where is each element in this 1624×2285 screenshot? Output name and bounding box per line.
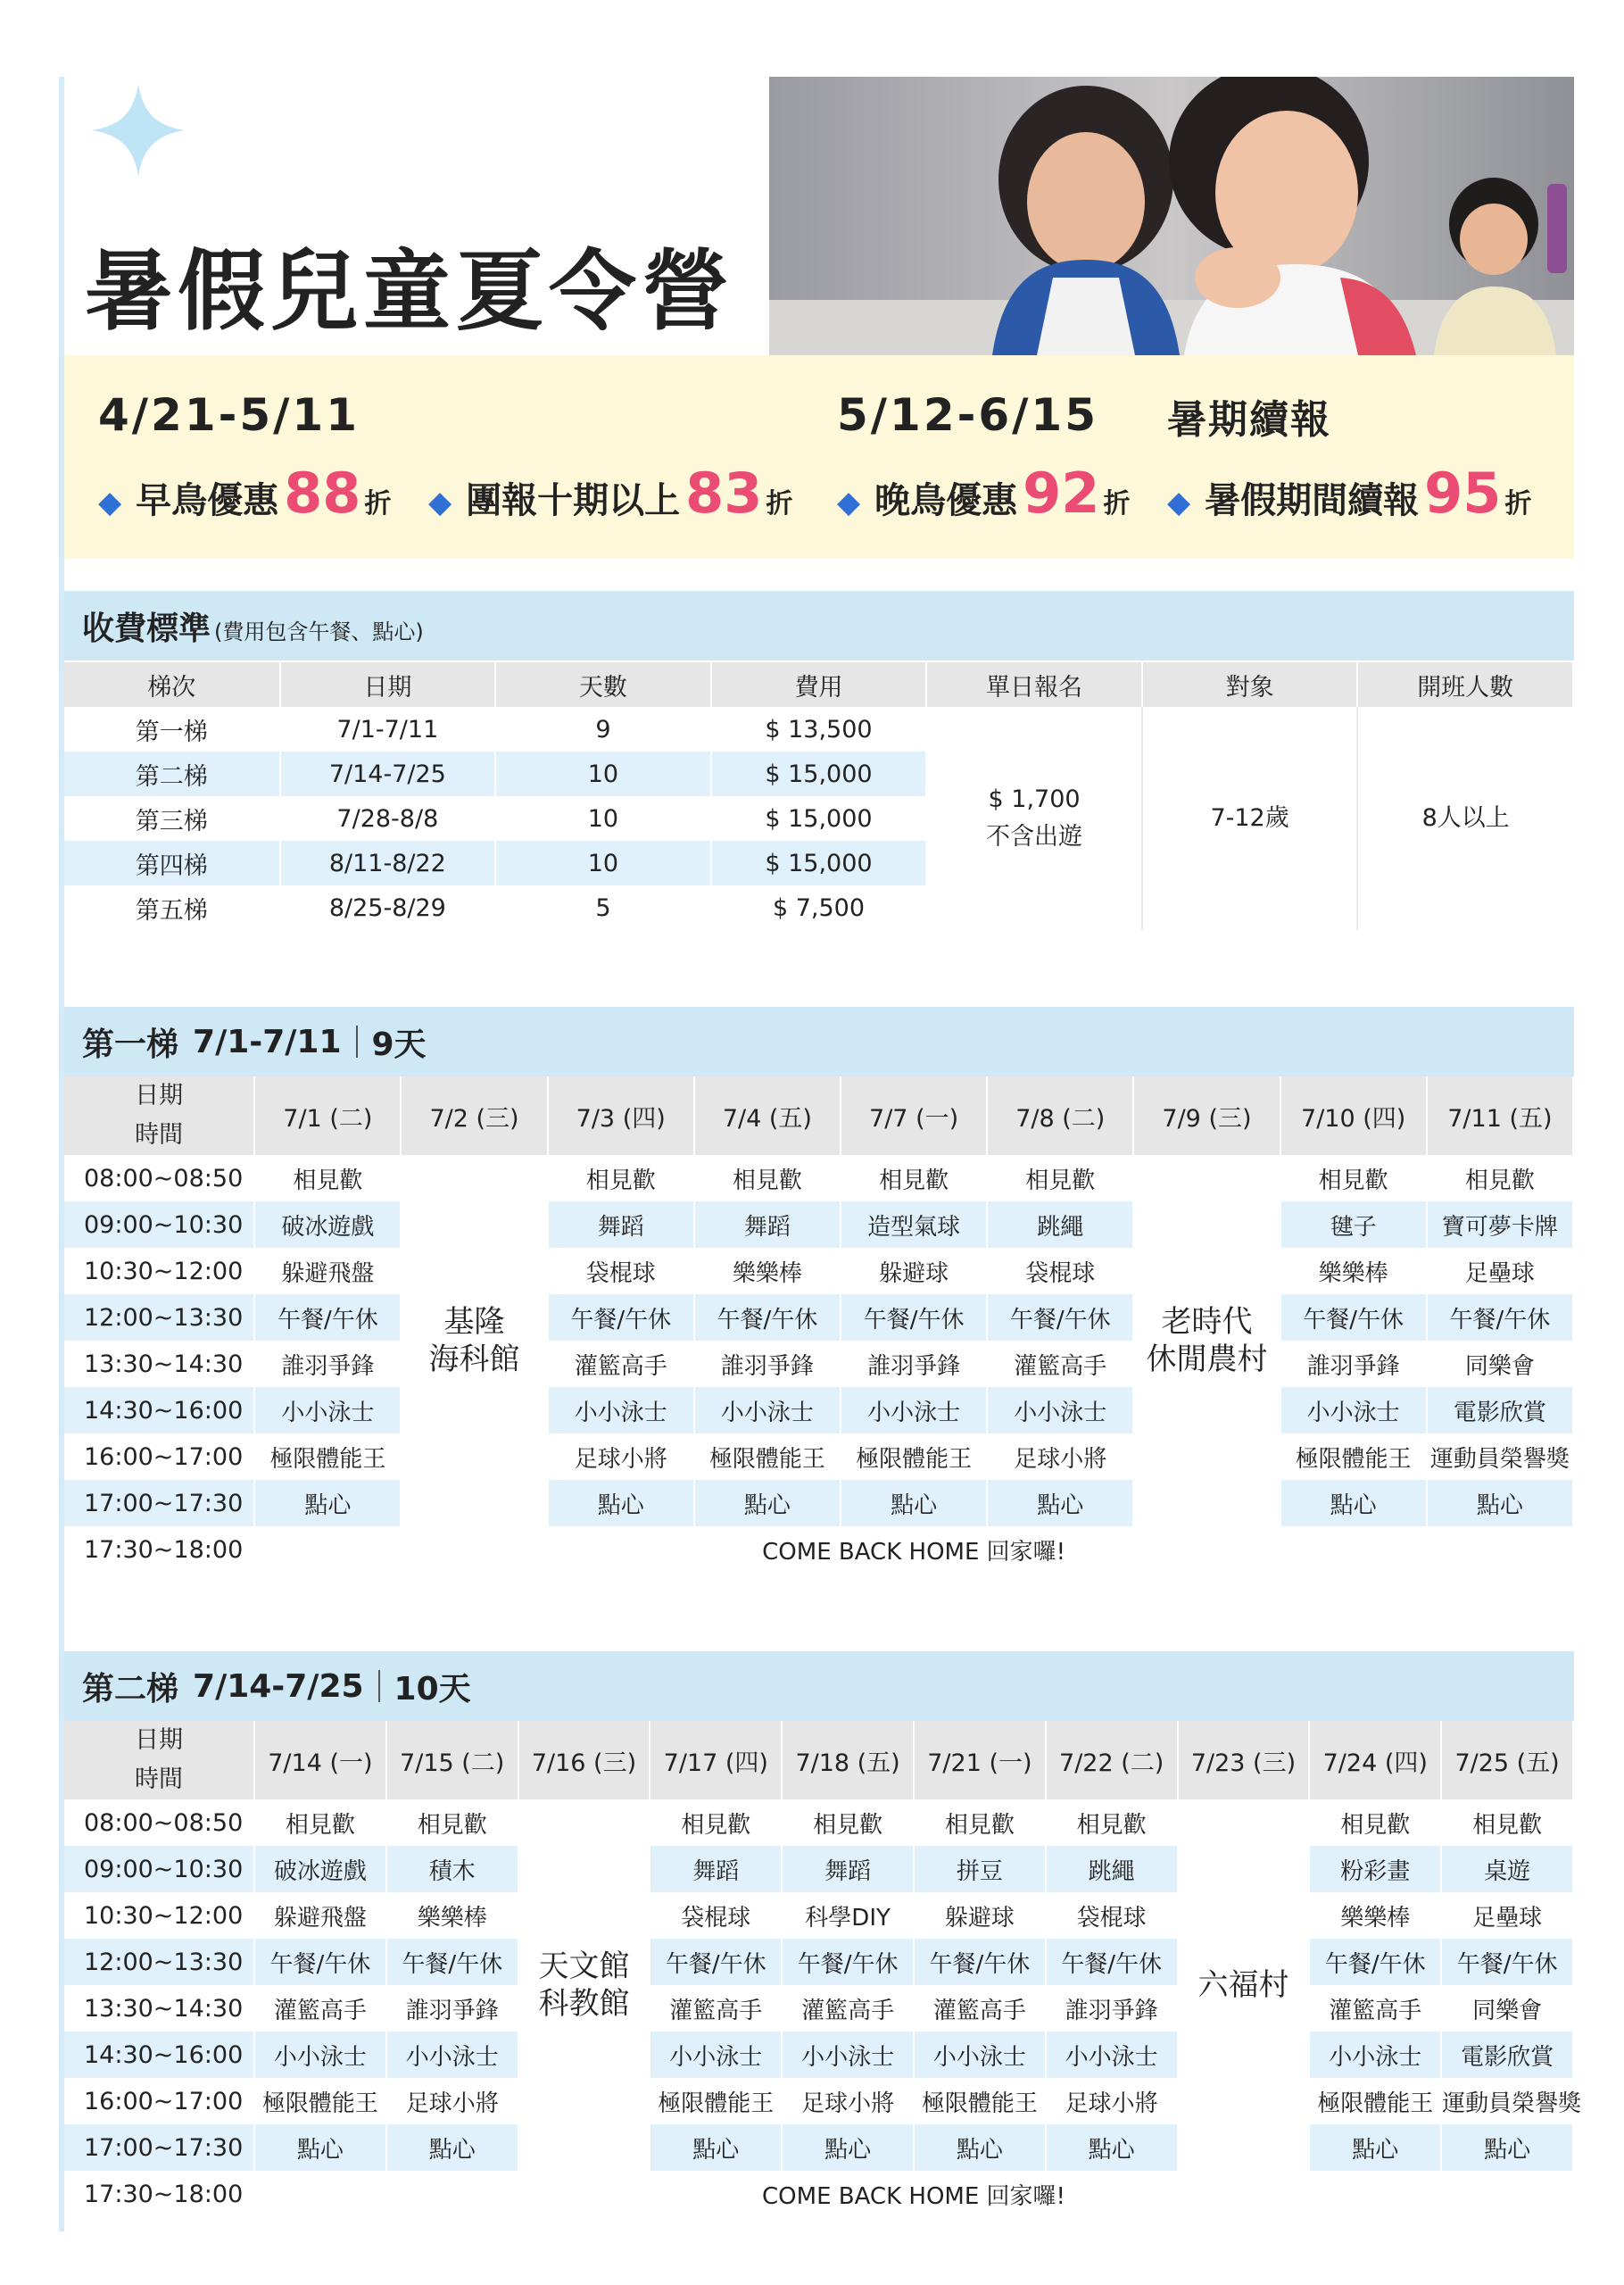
day-column-header: 7/10 (四)	[1281, 1076, 1428, 1155]
schedule-row	[64, 1480, 1574, 1526]
fee-header-cell: 單日報名	[926, 662, 1142, 707]
field-trip-cell	[402, 1155, 548, 1526]
schedule-row	[64, 2171, 1574, 2217]
promo-date-late: 5/12-6/15	[837, 389, 1099, 441]
activity-cell: 拼豆	[915, 1846, 1047, 1892]
promo-label: 早鳥優惠	[136, 480, 279, 521]
fee-amount: $ 15,000	[711, 796, 927, 841]
activity-cell: 袋棍球	[549, 1248, 695, 1294]
activity-cell: 積木	[387, 1846, 519, 1892]
fee-header-row	[64, 662, 1573, 707]
activity-cell: 相見歡	[915, 1799, 1047, 1846]
activity-cell: 粉彩畫	[1310, 1846, 1442, 1892]
activity-cell: 點心	[1428, 1480, 1574, 1526]
fee-days: 9	[495, 707, 711, 752]
date-label: 日期	[135, 1726, 183, 1754]
activity-cell: 相見歡	[988, 1155, 1134, 1201]
promo-item	[1167, 461, 1531, 526]
activity-cell: 躲避球	[915, 1892, 1047, 1939]
trip-line: 六福村	[1197, 1967, 1289, 2003]
activity-cell: 極限體能王	[841, 1433, 988, 1480]
activity-cell: 運動員榮譽獎	[1428, 1433, 1574, 1480]
activity-cell: 點心	[695, 1480, 841, 1526]
activity-cell: 點心	[1047, 2124, 1179, 2171]
schedule-row	[64, 1892, 1574, 1939]
activity-cell: 灌籃高手	[255, 1985, 387, 2032]
promo-banner	[64, 355, 1574, 559]
activity-cell: 相見歡	[549, 1155, 695, 1201]
activity-cell: 灌籃高手	[783, 1985, 915, 2032]
promo-percent: 88	[284, 461, 361, 526]
session1-schedule	[64, 1076, 1574, 1573]
day-column-header: 7/21 (一)	[915, 1721, 1047, 1799]
activity-cell: 午餐/午休	[841, 1294, 988, 1341]
activity-cell: 相見歡	[255, 1799, 387, 1846]
promo-label: 暑假期間續報	[1205, 480, 1420, 521]
activity-cell: 小小泳士	[255, 1387, 402, 1433]
activity-cell: 極限體能王	[915, 2078, 1047, 2124]
promo-date-renew: 暑期續報	[1167, 397, 1331, 443]
fee-date: 7/14-7/25	[280, 752, 496, 796]
activity-cell: 相見歡	[650, 1799, 783, 1846]
activity-cell: 足球小將	[1047, 2078, 1179, 2124]
activity-cell: 午餐/午休	[915, 1939, 1047, 1985]
activity-cell: 相見歡	[1047, 1799, 1179, 1846]
activity-cell: 樂樂棒	[1310, 1892, 1442, 1939]
activity-cell: 灌籃高手	[1310, 1985, 1442, 2032]
activity-cell: 午餐/午休	[988, 1294, 1134, 1341]
promo-suffix: 折	[1504, 488, 1532, 519]
activity-cell: 跳繩	[988, 1201, 1134, 1248]
activity-cell: 相見歡	[783, 1799, 915, 1846]
activity-cell: 足球小將	[988, 1433, 1134, 1480]
activity-cell: 小小泳士	[783, 2032, 915, 2078]
session2-title: 第二梯	[82, 1670, 179, 1708]
session1-days: 9天	[371, 1026, 427, 1063]
activity-cell: 毽子	[1281, 1201, 1428, 1248]
day-column-header: 7/1 (二)	[255, 1076, 402, 1155]
schedule-row	[64, 1846, 1574, 1892]
activity-cell: 舞蹈	[695, 1201, 841, 1248]
time-slot: 09:00~10:30	[64, 1201, 255, 1248]
activity-cell: 袋棍球	[988, 1248, 1134, 1294]
activity-cell: 跳繩	[1047, 1846, 1179, 1892]
fee-amount: $ 7,500	[711, 885, 927, 930]
activity-cell: 科學DIY	[783, 1892, 915, 1939]
day-column-header: 7/24 (四)	[1310, 1721, 1442, 1799]
session2-days: 10天	[394, 1670, 471, 1708]
schedule-row	[64, 1985, 1574, 2032]
trip-line: 科教館	[538, 1986, 630, 2022]
date-time-header	[64, 1721, 255, 1799]
day-column-header: 7/7 (一)	[841, 1076, 988, 1155]
session2-dates: 7/14-7/25	[193, 1667, 364, 1705]
activity-cell: 誰羽爭鋒	[841, 1341, 988, 1387]
activity-cell: 相見歡	[1442, 1799, 1574, 1846]
day-column-header: 7/23 (三)	[1179, 1721, 1311, 1799]
time-label: 時間	[135, 1766, 183, 1793]
fee-session: 第二梯	[64, 752, 280, 796]
day-column-header: 7/18 (五)	[783, 1721, 915, 1799]
schedule-row	[64, 1155, 1574, 1201]
activity-cell: 足壘球	[1442, 1892, 1574, 1939]
activity-cell: 舞蹈	[783, 1846, 915, 1892]
fee-table	[64, 662, 1574, 930]
activity-cell: 躲避飛盤	[255, 1248, 402, 1294]
schedule-row	[64, 1939, 1574, 1985]
activity-cell: 極限體能王	[255, 2078, 387, 2124]
day-column-header: 7/8 (二)	[988, 1076, 1134, 1155]
activity-cell: 點心	[988, 1480, 1134, 1526]
trip-line: 基隆	[443, 1304, 505, 1340]
activity-cell: 午餐/午休	[1310, 1939, 1442, 1985]
page-title: 暑假兒童夏令營	[85, 241, 735, 343]
day-column-header: 7/16 (三)	[519, 1721, 651, 1799]
promo-date-early: 4/21-5/11	[98, 389, 360, 441]
day-column-header: 7/14 (一)	[255, 1721, 387, 1799]
session1-dates: 7/1-7/11	[193, 1023, 342, 1060]
activity-cell: 午餐/午休	[255, 1939, 387, 1985]
activity-cell: 點心	[387, 2124, 519, 2171]
divider	[378, 1670, 380, 1702]
activity-cell: 小小泳士	[387, 2032, 519, 2078]
come-back-home-note: COME BACK HOME 回家囉!	[255, 1526, 1574, 1573]
fee-target: 7-12歲	[1142, 707, 1358, 930]
promo-percent: 83	[685, 461, 763, 526]
time-slot: 09:00~10:30	[64, 1846, 255, 1892]
fee-date: 7/1-7/11	[280, 707, 496, 752]
activity-cell: 躲避飛盤	[255, 1892, 387, 1939]
activity-cell: 同樂會	[1442, 1985, 1574, 2032]
date-time-header	[64, 1076, 255, 1155]
time-slot: 13:30~14:30	[64, 1985, 255, 2032]
promo-percent: 92	[1023, 461, 1100, 526]
activity-cell: 誰羽爭鋒	[255, 1341, 402, 1387]
field-trip-cell	[519, 1799, 651, 2171]
fee-row	[64, 707, 1573, 752]
activity-cell: 點心	[783, 2124, 915, 2171]
activity-cell: 灌籃高手	[988, 1341, 1134, 1387]
schedule-row	[64, 2124, 1574, 2171]
activity-cell: 躲避球	[841, 1248, 988, 1294]
day-column-header: 7/2 (三)	[402, 1076, 548, 1155]
session2-header	[64, 1651, 1574, 1721]
come-back-home-note: COME BACK HOME 回家囉!	[255, 2171, 1574, 2217]
activity-cell: 桌遊	[1442, 1846, 1574, 1892]
fee-section-title: 收費標準	[82, 610, 211, 647]
time-slot: 17:00~17:30	[64, 2124, 255, 2171]
fee-amount: $ 15,000	[711, 841, 927, 885]
fee-session: 第一梯	[64, 707, 280, 752]
activity-cell: 極限體能王	[1281, 1433, 1428, 1480]
fee-date: 8/25-8/29	[280, 885, 496, 930]
activity-cell: 袋棍球	[650, 1892, 783, 1939]
activity-cell: 誰羽爭鋒	[387, 1985, 519, 2032]
fee-header-cell: 開班人數	[1357, 662, 1573, 707]
activity-cell: 誰羽爭鋒	[1281, 1341, 1428, 1387]
fee-days: 5	[495, 885, 711, 930]
day-column-header: 7/4 (五)	[695, 1076, 841, 1155]
session2-schedule	[64, 1721, 1582, 2217]
activity-cell: 同樂會	[1428, 1341, 1574, 1387]
fee-date: 7/28-8/8	[280, 796, 496, 841]
activity-cell: 誰羽爭鋒	[1047, 1985, 1179, 2032]
fee-single-day-note: 不含出遊	[986, 823, 1083, 851]
fee-session: 第三梯	[64, 796, 280, 841]
hero-photo	[769, 77, 1574, 355]
activity-cell: 足球小將	[549, 1433, 695, 1480]
activity-cell: 電影欣賞	[1428, 1387, 1574, 1433]
activity-cell: 午餐/午休	[1281, 1294, 1428, 1341]
schedule-row	[64, 1341, 1574, 1387]
fee-section-header	[64, 591, 1574, 661]
activity-cell: 相見歡	[841, 1155, 988, 1201]
activity-cell: 足球小將	[783, 2078, 915, 2124]
activity-cell: 小小泳士	[695, 1387, 841, 1433]
activity-cell: 點心	[650, 2124, 783, 2171]
day-column-header: 7/3 (四)	[549, 1076, 695, 1155]
promo-item	[98, 461, 391, 526]
diamond-logo-icon	[92, 84, 185, 177]
field-trip-cell	[1179, 1799, 1311, 2171]
activity-cell: 小小泳士	[841, 1387, 988, 1433]
schedule-header-row	[64, 1076, 1574, 1155]
schedule-row	[64, 1799, 1574, 1846]
activity-cell: 小小泳士	[988, 1387, 1134, 1433]
activity-cell: 極限體能王	[255, 1433, 402, 1480]
activity-cell: 相見歡	[1281, 1155, 1428, 1201]
activity-cell: 造型氣球	[841, 1201, 988, 1248]
activity-cell: 灌籃高手	[549, 1341, 695, 1387]
activity-cell: 午餐/午休	[783, 1939, 915, 1985]
activity-cell: 足壘球	[1428, 1248, 1574, 1294]
session1-header	[64, 1007, 1574, 1076]
fee-date: 8/11-8/22	[280, 841, 496, 885]
activity-cell: 點心	[1281, 1480, 1428, 1526]
activity-cell: 樂樂棒	[1281, 1248, 1428, 1294]
fee-header-cell: 費用	[711, 662, 927, 707]
activity-cell: 運動員榮譽獎	[1442, 2078, 1574, 2124]
time-slot: 16:00~17:00	[64, 1433, 255, 1480]
activity-cell: 小小泳士	[1047, 2032, 1179, 2078]
activity-cell: 極限體能王	[1310, 2078, 1442, 2124]
schedule-header-row	[64, 1721, 1574, 1799]
activity-cell: 寶可夢卡牌	[1428, 1201, 1574, 1248]
diamond-bullet-icon: ◆	[428, 485, 452, 520]
schedule-row	[64, 1248, 1574, 1294]
trip-line: 天文館	[538, 1948, 630, 1984]
fee-amount: $ 13,500	[711, 707, 927, 752]
promo-label: 晚鳥優惠	[874, 480, 1018, 521]
promo-suffix: 折	[1103, 488, 1131, 519]
activity-cell: 午餐/午休	[1442, 1939, 1574, 1985]
fee-header-cell: 梯次	[64, 662, 280, 707]
field-trip-cell	[1134, 1155, 1280, 1526]
schedule-row	[64, 1526, 1574, 1573]
promo-item	[837, 461, 1130, 526]
activity-cell: 小小泳士	[549, 1387, 695, 1433]
activity-cell: 相見歡	[255, 1155, 402, 1201]
day-column-header: 7/17 (四)	[650, 1721, 783, 1799]
activity-cell: 點心	[841, 1480, 988, 1526]
promo-suffix: 折	[766, 488, 793, 519]
time-label: 時間	[135, 1121, 184, 1149]
activity-cell: 極限體能王	[695, 1433, 841, 1480]
activity-cell: 午餐/午休	[387, 1939, 519, 1985]
activity-cell: 袋棍球	[1047, 1892, 1179, 1939]
fee-header-cell: 對象	[1142, 662, 1358, 707]
fee-days: 10	[495, 752, 711, 796]
day-column-header: 7/22 (二)	[1047, 1721, 1179, 1799]
activity-cell: 點心	[549, 1480, 695, 1526]
promo-percent: 95	[1424, 461, 1502, 526]
activity-cell: 樂樂棒	[387, 1892, 519, 1939]
schedule-row	[64, 2078, 1574, 2124]
trip-line: 海科館	[428, 1342, 520, 1377]
time-slot: 08:00~08:50	[64, 1799, 255, 1846]
activity-cell: 破冰遊戲	[255, 1201, 402, 1248]
divider	[356, 1026, 358, 1058]
activity-cell: 午餐/午休	[255, 1294, 402, 1341]
schedule-row	[64, 1433, 1574, 1480]
activity-cell: 小小泳士	[915, 2032, 1047, 2078]
time-slot: 14:30~16:00	[64, 1387, 255, 1433]
activity-cell: 極限體能王	[650, 2078, 783, 2124]
date-label: 日期	[135, 1082, 184, 1109]
fee-session: 第四梯	[64, 841, 280, 885]
promo-suffix: 折	[364, 488, 392, 519]
time-slot: 10:30~12:00	[64, 1892, 255, 1939]
activity-cell: 午餐/午休	[650, 1939, 783, 1985]
fee-min-size: 8人以上	[1357, 707, 1573, 930]
activity-cell: 相見歡	[387, 1799, 519, 1846]
day-column-header: 7/9 (三)	[1134, 1076, 1280, 1155]
time-slot: 10:30~12:00	[64, 1248, 255, 1294]
trip-line: 休閒農村	[1146, 1342, 1268, 1377]
activity-cell: 破冰遊戲	[255, 1846, 387, 1892]
schedule-row	[64, 1294, 1574, 1341]
activity-cell: 舞蹈	[650, 1846, 783, 1892]
fee-amount: $ 15,000	[711, 752, 927, 796]
session1-title: 第一梯	[82, 1026, 179, 1063]
activity-cell: 電影欣賞	[1442, 2032, 1574, 2078]
activity-cell: 午餐/午休	[549, 1294, 695, 1341]
promo-item	[428, 461, 792, 526]
activity-cell: 樂樂棒	[695, 1248, 841, 1294]
fee-session: 第五梯	[64, 885, 280, 930]
activity-cell: 午餐/午休	[1047, 1939, 1179, 1985]
schedule-row	[64, 1201, 1574, 1248]
time-slot: 12:00~13:30	[64, 1294, 255, 1341]
activity-cell: 舞蹈	[549, 1201, 695, 1248]
activity-cell: 誰羽爭鋒	[695, 1341, 841, 1387]
fee-days: 10	[495, 796, 711, 841]
activity-cell: 足球小將	[387, 2078, 519, 2124]
diamond-bullet-icon: ◆	[98, 485, 122, 520]
time-slot: 13:30~14:30	[64, 1341, 255, 1387]
activity-cell: 灌籃高手	[650, 1985, 783, 2032]
activity-cell: 小小泳士	[255, 2032, 387, 2078]
activity-cell: 點心	[255, 1480, 402, 1526]
activity-cell: 點心	[1442, 2124, 1574, 2171]
day-column-header: 7/11 (五)	[1428, 1076, 1574, 1155]
activity-cell: 小小泳士	[1281, 1387, 1428, 1433]
time-slot: 17:30~18:00	[64, 1526, 255, 1573]
activity-cell: 小小泳士	[1310, 2032, 1442, 2078]
fee-days: 10	[495, 841, 711, 885]
time-slot: 14:30~16:00	[64, 2032, 255, 2078]
fee-single-day-price: $ 1,700	[988, 785, 1081, 813]
time-slot: 12:00~13:30	[64, 1939, 255, 1985]
time-slot: 17:30~18:00	[64, 2171, 255, 2217]
fee-header-cell: 天數	[495, 662, 711, 707]
diamond-bullet-icon: ◆	[837, 485, 861, 520]
fee-header-cell: 日期	[280, 662, 496, 707]
activity-cell: 相見歡	[1428, 1155, 1574, 1201]
day-column-header: 7/15 (二)	[387, 1721, 519, 1799]
promo-label: 團報十期以上	[466, 480, 681, 521]
time-slot: 17:00~17:30	[64, 1480, 255, 1526]
activity-cell: 灌籃高手	[915, 1985, 1047, 2032]
day-column-header: 7/25 (五)	[1442, 1721, 1574, 1799]
activity-cell: 相見歡	[1310, 1799, 1442, 1846]
activity-cell: 點心	[255, 2124, 387, 2171]
trip-line: 老時代	[1161, 1304, 1253, 1340]
activity-cell: 相見歡	[695, 1155, 841, 1201]
schedule-row	[64, 2032, 1574, 2078]
diamond-bullet-icon: ◆	[1167, 485, 1191, 520]
activity-cell: 午餐/午休	[695, 1294, 841, 1341]
schedule-row	[64, 1387, 1574, 1433]
fee-section-subtitle: (費用包含午餐、點心)	[214, 619, 424, 644]
activity-cell: 午餐/午休	[1428, 1294, 1574, 1341]
activity-cell: 小小泳士	[650, 2032, 783, 2078]
time-slot: 08:00~08:50	[64, 1155, 255, 1201]
fee-single-day	[926, 707, 1142, 930]
activity-cell: 點心	[915, 2124, 1047, 2171]
activity-cell: 點心	[1310, 2124, 1442, 2171]
time-slot: 16:00~17:00	[64, 2078, 255, 2124]
